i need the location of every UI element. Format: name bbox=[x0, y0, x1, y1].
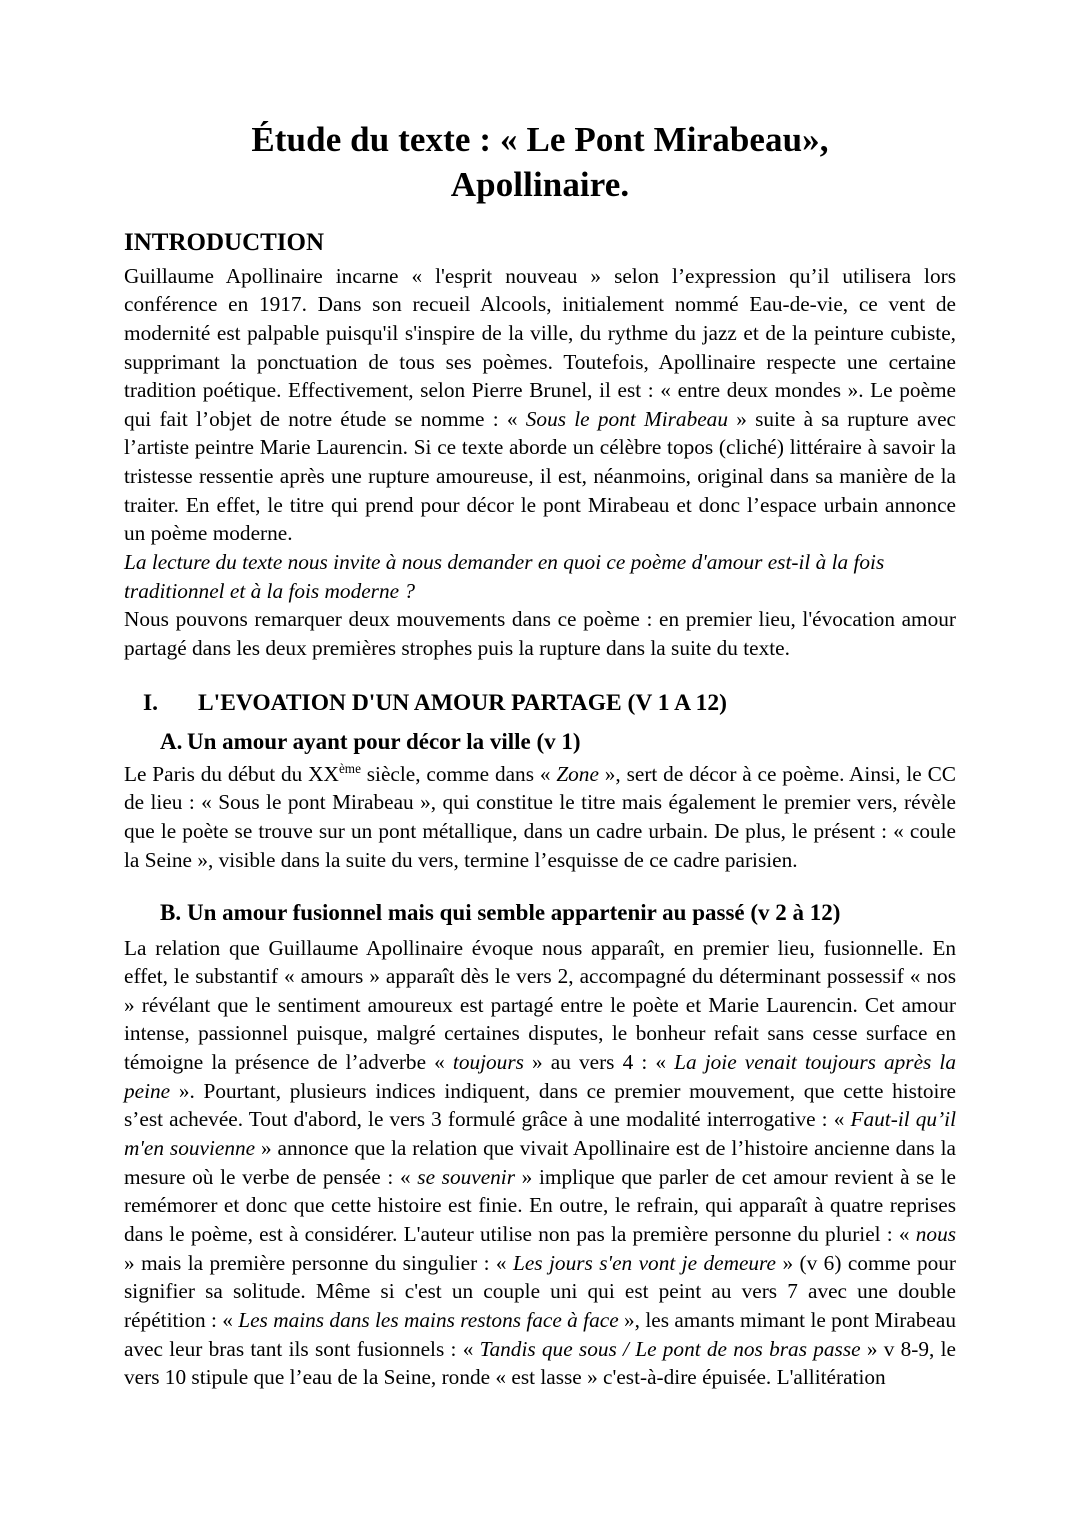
sub-a-text-part-2: siècle, comme dans « bbox=[360, 761, 557, 786]
sub-b-quote-toujours: toujours bbox=[452, 1050, 524, 1075]
sub-b-quote-verse-8-9: Tandis que sous / Le pont de nos bras passe bbox=[479, 1336, 861, 1361]
subsection-a-title: Un amour ayant pour décor la ville (v 1) bbox=[187, 728, 581, 754]
sub-b-text-part-3: ». Pourtant, plusieurs indices indiquent, dans ce premier mouvement, que cette histoire s’est achevée. Tout d'abord, le vers 3 formulé grâce à une modalité interrogative : « bbox=[124, 1078, 956, 1132]
part-one-numeral: I. bbox=[143, 689, 159, 716]
introduction-paragraph bbox=[124, 262, 956, 548]
sub-b-text-part-1: La relation que Guillaume Apollinaire évoque nous apparaît, en premier lieu, fusionnelle. En effet, le substantif « amours » apparaît dès le vers 2, accompagné du déterminant possessif « nos » révélant que le sentiment amoureux est partagé entre le poète et Marie Laurencin. Cet amour intense, passionnel puisque, malgré certaines disputes, le bonheur refait sans cesse surface en témoigne la présence de l’adverbe « bbox=[124, 935, 956, 1075]
sub-b-text-part-2: » au vers 4 : « bbox=[523, 1050, 675, 1075]
part-one-title: L'EVOATION D'UN AMOUR PARTAGE (V 1 A 12) bbox=[198, 689, 728, 716]
sub-b-quote-se-souvenir: se souvenir bbox=[417, 1164, 516, 1189]
introduction-heading: INTRODUCTION bbox=[124, 228, 325, 256]
page-title bbox=[124, 118, 956, 208]
century-superscript: ème bbox=[338, 760, 361, 776]
intro-text-part-2: » suite à sa rupture avec l’artiste peintre Marie Laurencin. Si ce texte aborde un célèbre topos (cliché) littéraire à savoir la tristesse ressentie après une rupture amoureuse, il est, néanmoins, original dans sa manière de la traiter. En effet, le titre qui prend pour décor le pont Mirabeau et donc l’espace urbain annonce un poème moderne. bbox=[124, 406, 956, 546]
subsection-a-heading bbox=[124, 727, 956, 756]
sub-b-quote-verse-7: Les mains dans les mains restons face à face bbox=[238, 1307, 619, 1332]
sub-b-quote-verse-6: Les jours s'en vont je demeure bbox=[513, 1250, 777, 1275]
subsection-b-title: Un amour fusionnel mais qui semble appartenir au passé (v 2 à 12) bbox=[187, 900, 841, 926]
subsection-a-letter: A. bbox=[160, 728, 183, 754]
subsection-a-paragraph bbox=[124, 760, 956, 875]
page-title-line-2: Apollinaire. bbox=[450, 164, 630, 204]
intro-text-part-1: Guillaume Apollinaire incarne « l'esprit nouveau » selon l’expression qu’il utilisera lors conférence en 1917. Dans son recueil Alcools, initialement nommé Eau-de-vie, ce vent de modernité est palpable puisqu'il s'inspire de la ville, du rythme du jazz et de la peinture cubiste, supprimant la ponctuation de tous ses poèmes. Toutefois, Apollinaire respecte une certaine tradition poétique. Effectivement, selon Pierre Brunel, il est : « entre deux mondes ». Le poème qui fait l’objet de notre étude se nomme : « bbox=[124, 263, 956, 431]
sub-a-text-part-3: », sert de décor à ce poème. Ainsi, le CC de lieu : « Sous le pont Mirabeau », qui constitue le titre mais également le premier vers, révèle que le poète se trouve sur un pont métallique, dans un cadre urbain. De plus, le présent : « coule la Seine », visible dans la suite du vers, termine l’esquisse de ce cadre parisien. bbox=[124, 761, 956, 872]
annonce-de-plan: Nous pouvons remarquer deux mouvements dans ce poème : en premier lieu, l'évocation amour partagé dans les deux premières strophes puis la rupture dans la suite du texte. bbox=[124, 607, 956, 660]
page-title-line-1: Étude du texte : « Le Pont Mirabeau», bbox=[251, 120, 829, 159]
subsection-b-heading bbox=[124, 898, 956, 927]
sub-b-text-part-8: », les amants mimant le pont Mirabeau avec leur bras tant ils sont fusionnels : « bbox=[124, 1307, 956, 1361]
sub-a-poem-title-zone: Zone bbox=[556, 761, 599, 786]
problematique: La lecture du texte nous invite à nous demander en quoi ce poème d'amour est-il à la fois traditionnel et à la fois moderne ? bbox=[124, 550, 885, 603]
part-one-heading bbox=[124, 690, 956, 717]
subsection-b-paragraph bbox=[124, 934, 956, 1392]
subsection-b-letter: B. bbox=[160, 900, 182, 926]
sub-b-quote-verse-3: Faut-il qu’il m'en souvienne bbox=[124, 1107, 956, 1161]
sub-b-text-part-9: » v 8-9, le vers 10 stipule que l’eau de la Seine, ronde « est lasse » c'est-à-dire épuisée. L'allitération bbox=[124, 1336, 956, 1390]
sub-b-text-part-6: » mais la première personne du singulier : « bbox=[124, 1250, 513, 1275]
sub-b-quote-nous: nous bbox=[915, 1221, 956, 1246]
sub-b-text-part-4: » annonce que la relation que vivait Apollinaire est de l’histoire ancienne dans la mesure où le verbe de pensée : « bbox=[124, 1136, 956, 1189]
sub-b-text-part-7: » (v 6) comme pour signifier sa solitude. Même si c'est un couple uni qui est peint au vers 7 avec une double répétition : « bbox=[124, 1250, 956, 1332]
sub-b-text-part-5: » implique que parler de cet amour revient à se le remémorer et donc que cette histoire est finie. En outre, le refrain, qui apparaît à quatre reprises dans le poème, est à considérer. L'auteur utilise non pas la première personne du pluriel : « bbox=[124, 1164, 956, 1246]
sub-b-quote-verse-4: La joie venait toujours après la peine bbox=[124, 1050, 956, 1103]
sub-a-text-part-1: Le Paris du début du XX bbox=[124, 761, 339, 786]
intro-poem-title: Sous le pont Mirabeau bbox=[525, 406, 728, 431]
document-content bbox=[124, 118, 956, 1392]
